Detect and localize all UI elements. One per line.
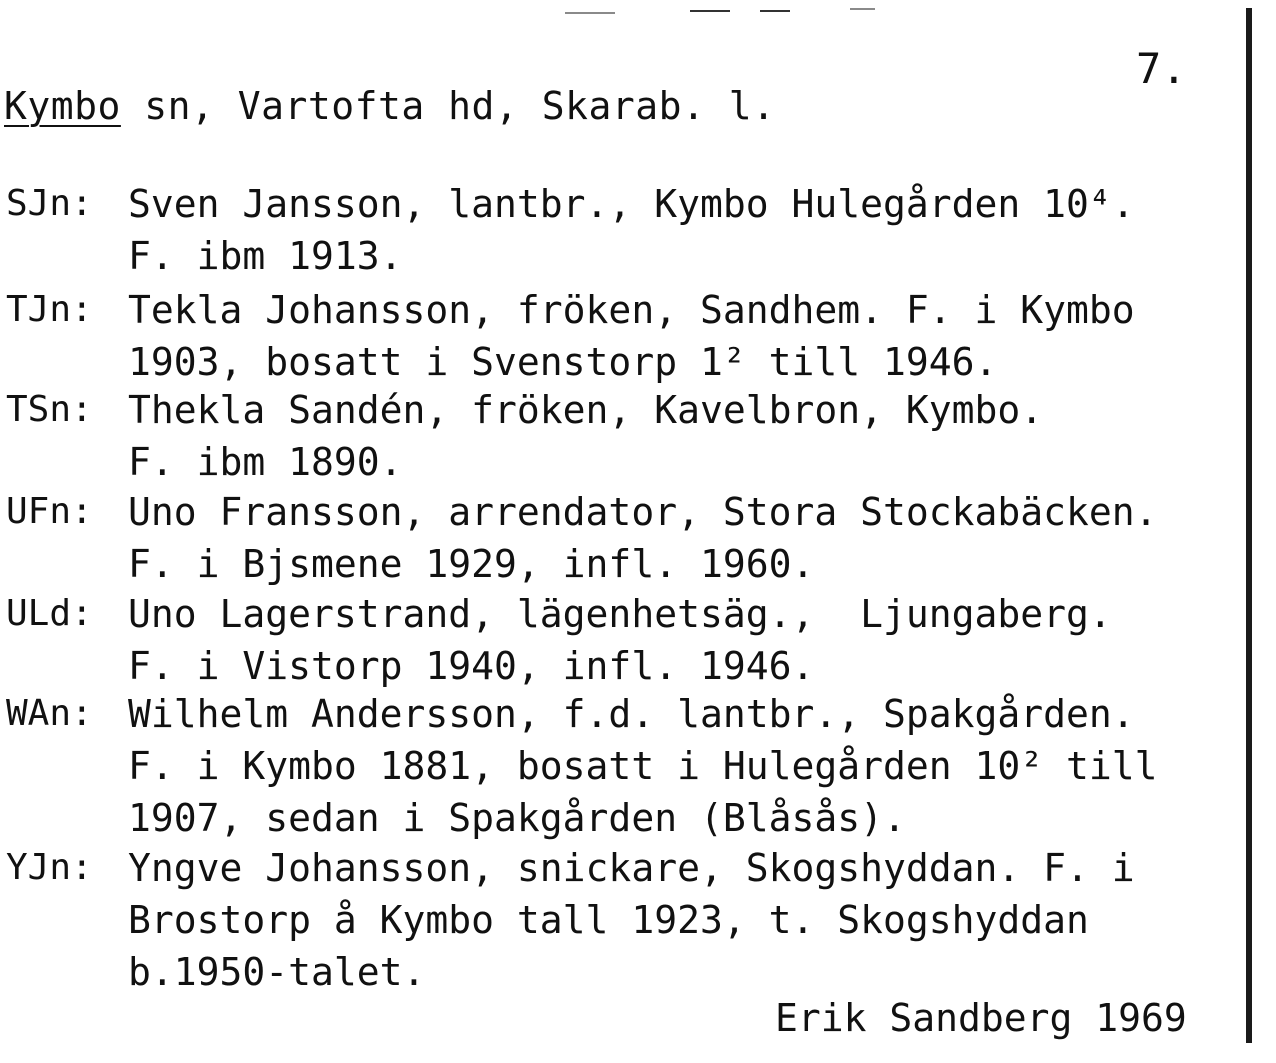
heading-rest: sn, Vartofta hd, Skarab. l. (120, 84, 776, 128)
scan-speck (565, 12, 615, 14)
entry-line: Tekla Johansson, fröken, Sandhem. F. i Kymbo (128, 288, 1135, 332)
entry-line: 1907, sedan i Spakgården (Blåsås). (128, 796, 906, 840)
scan-speck (850, 8, 875, 10)
entry-line: F. ibm 1913. (128, 234, 403, 278)
entry-line: Brostorp å Kymbo tall 1923, t. Skogshyddan (128, 898, 1089, 942)
entry-line: Wilhelm Andersson, f.d. lantbr., Spakgården. (128, 692, 1135, 736)
scan-speck (690, 10, 730, 12)
entry-code: TJn: (6, 289, 93, 330)
entry-line: F. i Kymbo 1881, bosatt i Hulegården 10² till (128, 744, 1158, 788)
entry-line: F. ibm 1890. (128, 440, 403, 484)
entry-code: SJn: (6, 183, 93, 224)
entry-line: Uno Lagerstrand, lägenhetsäg., Ljungaberg. (128, 592, 1112, 636)
entry-line: Sven Jansson, lantbr., Kymbo Hulegården 10⁴. (128, 182, 1135, 226)
entry-line: F. i Vistorp 1940, infl. 1946. (128, 644, 815, 688)
entry-line: F. i Bjsmene 1929, infl. 1960. (128, 542, 815, 586)
entry-code: ULd: (6, 593, 93, 634)
signature: Erik Sandberg 1969 (775, 996, 1187, 1040)
entry-line: Uno Fransson, arrendator, Stora Stockabäcken. (128, 490, 1158, 534)
entry-line: Yngve Johansson, snickare, Skogshyddan. F. i (128, 846, 1135, 890)
entry-line: Thekla Sandén, fröken, Kavelbron, Kymbo. (128, 388, 1044, 432)
heading-place: Kymbo (4, 84, 121, 128)
scan-speck (760, 10, 790, 12)
entry-line: 1903, bosatt i Svenstorp 1² till 1946. (128, 340, 998, 384)
card-number: 7. (1136, 44, 1187, 93)
entry-code: TSn: (6, 389, 93, 430)
entry-code: YJn: (6, 847, 93, 888)
entry-line: b.1950-talet. (128, 950, 426, 994)
entry-code: UFn: (6, 491, 93, 532)
entry-code: WAn: (6, 693, 93, 734)
card-heading (4, 84, 775, 128)
